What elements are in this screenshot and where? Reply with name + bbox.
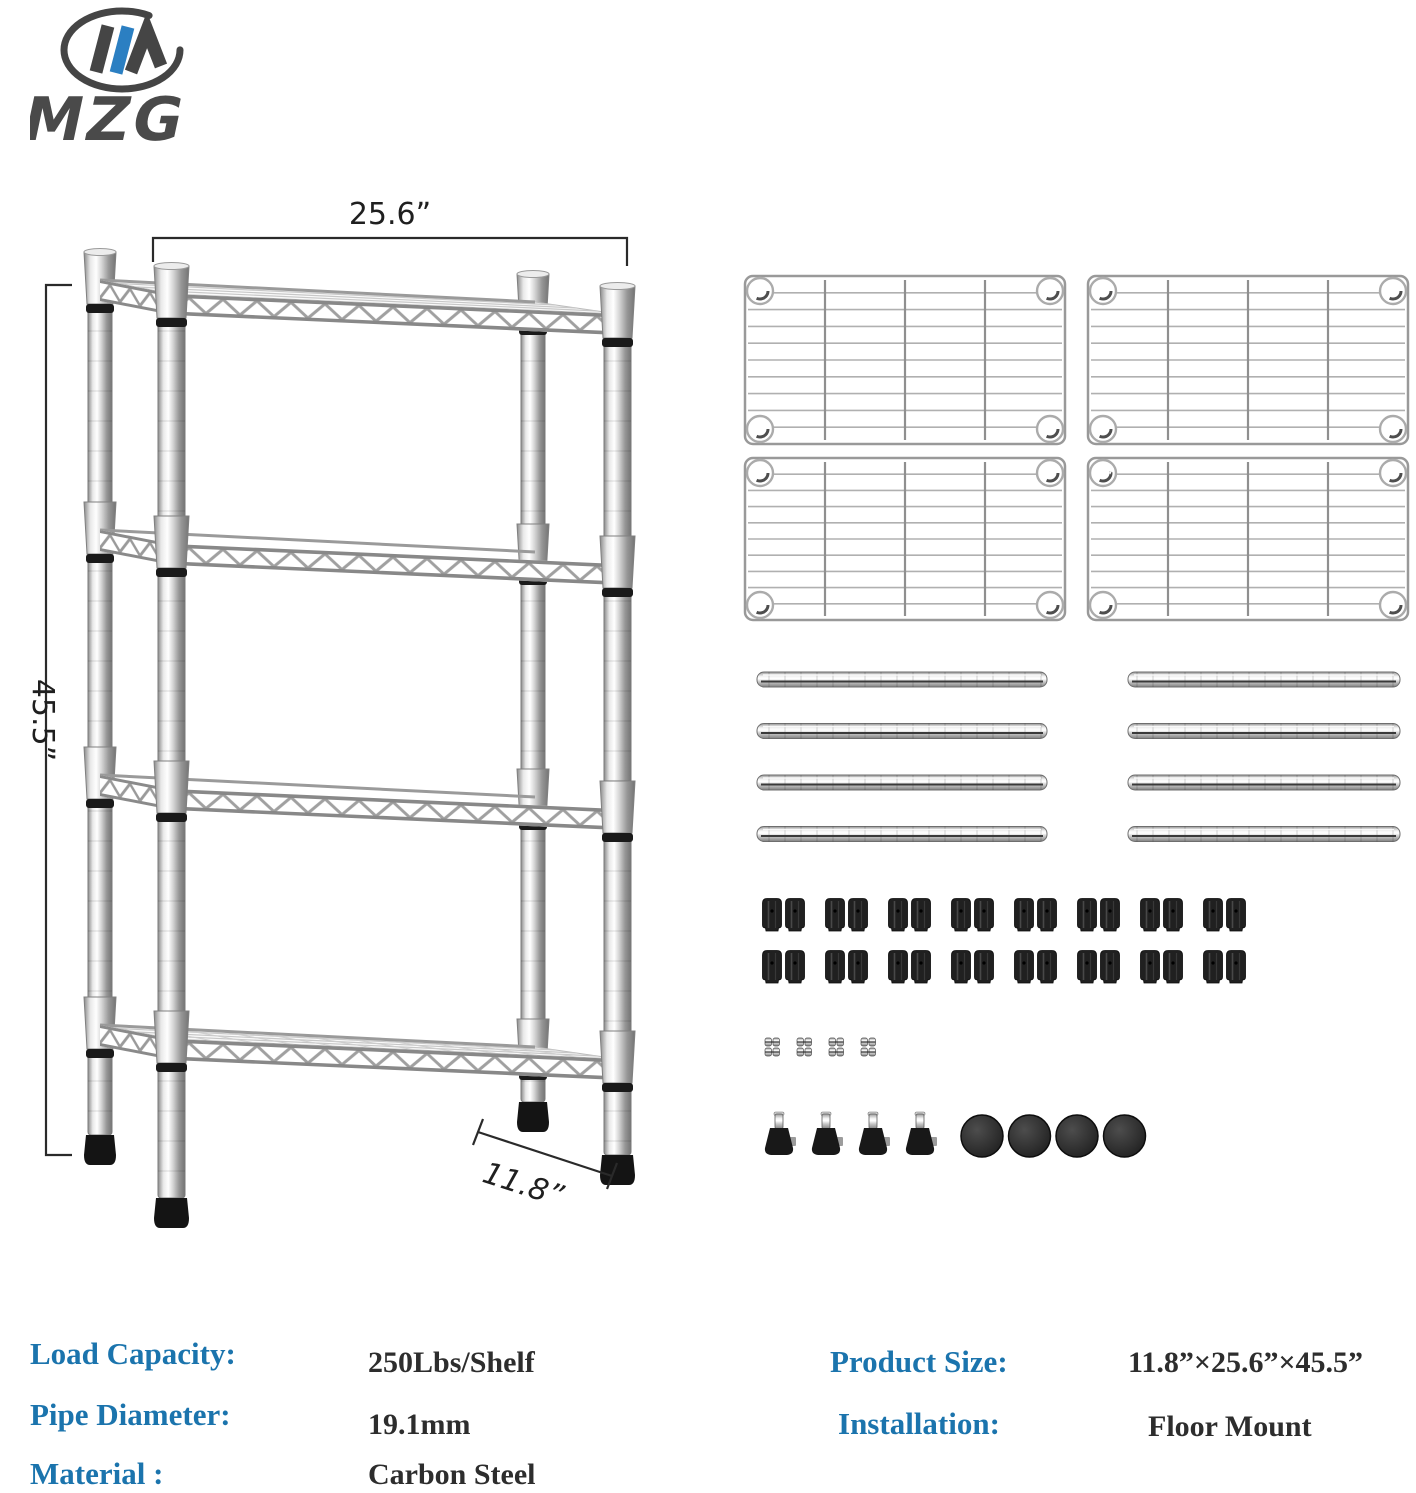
width-dimension-label: 25.6” [348,197,432,232]
post-sleeve [154,266,189,318]
post-top-cap [84,249,116,256]
post-collar [86,304,114,313]
shelf-front-rail [172,789,618,830]
post-sleeve [154,761,189,813]
post-sleeve [154,1011,189,1063]
part-sleeve-clip [889,899,908,932]
spec-label-product-size: Product Size: [830,1344,1008,1379]
part-sleeve-clip [1015,951,1034,984]
part-connector [829,1038,844,1056]
width-dimension [153,197,627,266]
part-sleeve-clip [1101,899,1120,932]
part-sleeve-clip [849,899,868,932]
part-connector [797,1038,812,1056]
part-sleeve-clip [1141,951,1160,984]
part-leveling-foot [812,1112,843,1155]
part-pole [1128,672,1400,687]
logo-wordmark: MZG [30,85,193,155]
part-sleeve-clip [1015,899,1034,932]
part-sleeve-clip [1227,899,1246,932]
part-sleeve-clip [826,899,845,932]
post-back-right [517,271,549,1133]
post-collar [602,588,633,597]
post-sleeve [600,286,635,338]
spec-label-pipe-diameter: Pipe Diameter: [30,1397,231,1432]
part-sleeve-clip [952,899,971,932]
shelf-unit-drawing [84,249,635,1229]
logo-m-stroke-left [96,26,108,72]
post-sleeve [600,536,635,588]
part-sleeve-clip [786,951,805,984]
part-sleeve-clip [952,951,971,984]
part-pole [757,827,1047,842]
post-collar [156,568,187,577]
post-collar [602,833,633,842]
shelving-unit-illustration [0,180,700,1310]
part-sleeve-clip [1078,951,1097,984]
part-sleeve-clip [889,951,908,984]
post-top-cap [600,283,635,290]
spec-label-material: Material : [30,1456,164,1491]
part-end-cap [961,1115,1003,1157]
height-dimension-label: 45.5” [25,678,60,762]
part-sleeve-clip [763,899,782,932]
part-sleeve-clip [1204,899,1223,932]
part-end-cap [1009,1115,1051,1157]
spec-value-installation: Floor Mount [1148,1410,1312,1443]
post-sleeve [154,516,189,568]
post-foot [600,1155,635,1185]
part-leveling-foot [765,1112,796,1155]
shelf-front-rail [172,544,618,585]
post-collar [156,318,187,327]
logo-m-stroke-right [131,30,161,72]
post-collar [156,813,187,822]
part-pole [757,672,1047,687]
part-pole [1128,724,1400,739]
spec-value-material: Carbon Steel [368,1458,536,1491]
brand-logo [30,6,230,156]
part-wire-shelf [745,276,1065,444]
part-sleeve-clip [763,951,782,984]
part-end-cap [1056,1115,1098,1157]
part-pole [757,775,1047,790]
part-sleeve-clip [975,899,994,932]
part-end-cap [1104,1115,1146,1157]
part-sleeve-clip [1141,899,1160,932]
part-sleeve-clip [1078,899,1097,932]
part-sleeve-clip [912,951,931,984]
post-foot [517,1102,549,1132]
spec-value-product-size: 11.8”×25.6”×45.5” [1128,1346,1364,1379]
height-dimension [25,285,72,1155]
post-top-cap [154,263,189,270]
parts-panel [720,260,1416,1190]
post-front-left [154,263,189,1229]
part-pole [757,724,1047,739]
part-pole [1128,775,1400,790]
part-sleeve-clip [1164,899,1183,932]
spec-label-installation: Installation: [838,1406,1000,1441]
part-wire-shelf [1088,276,1408,444]
spec-label-load-capacity: Load Capacity: [30,1336,236,1371]
post-collar [602,338,633,347]
logo-m-stroke-blue [116,27,128,73]
part-sleeve-clip [826,951,845,984]
post-sleeve [600,781,635,833]
part-leveling-foot [906,1112,937,1155]
part-wire-shelf [745,458,1065,620]
part-sleeve-clip [849,951,868,984]
post-collar [86,799,114,808]
post-collar [86,554,114,563]
spec-value-load-capacity: 250Lbs/Shelf [368,1346,535,1379]
part-leveling-foot [859,1112,890,1155]
post-collar [156,1063,187,1072]
post-sleeve [600,1031,635,1083]
part-sleeve-clip [1101,951,1120,984]
part-sleeve-clip [912,899,931,932]
part-sleeve-clip [786,899,805,932]
post-foot [84,1135,116,1165]
depth-dimension [473,1119,617,1214]
part-sleeve-clip [1227,951,1246,984]
depth-dimension-label: 11.8” [478,1155,568,1215]
post-collar [602,1083,633,1092]
post-collar [86,1049,114,1058]
post-foot [154,1198,189,1228]
mzg-logo-icon [30,6,230,156]
part-sleeve-clip [975,951,994,984]
part-connector [861,1038,876,1056]
part-wire-shelf [1088,458,1408,620]
part-sleeve-clip [1038,899,1057,932]
part-connector [765,1038,780,1056]
part-pole [1128,827,1400,842]
part-sleeve-clip [1204,951,1223,984]
spec-value-pipe-diameter: 19.1mm [368,1408,471,1441]
part-sleeve-clip [1164,951,1183,984]
post-front-right [600,283,635,1186]
part-sleeve-clip [1038,951,1057,984]
post-top-cap [517,271,549,278]
